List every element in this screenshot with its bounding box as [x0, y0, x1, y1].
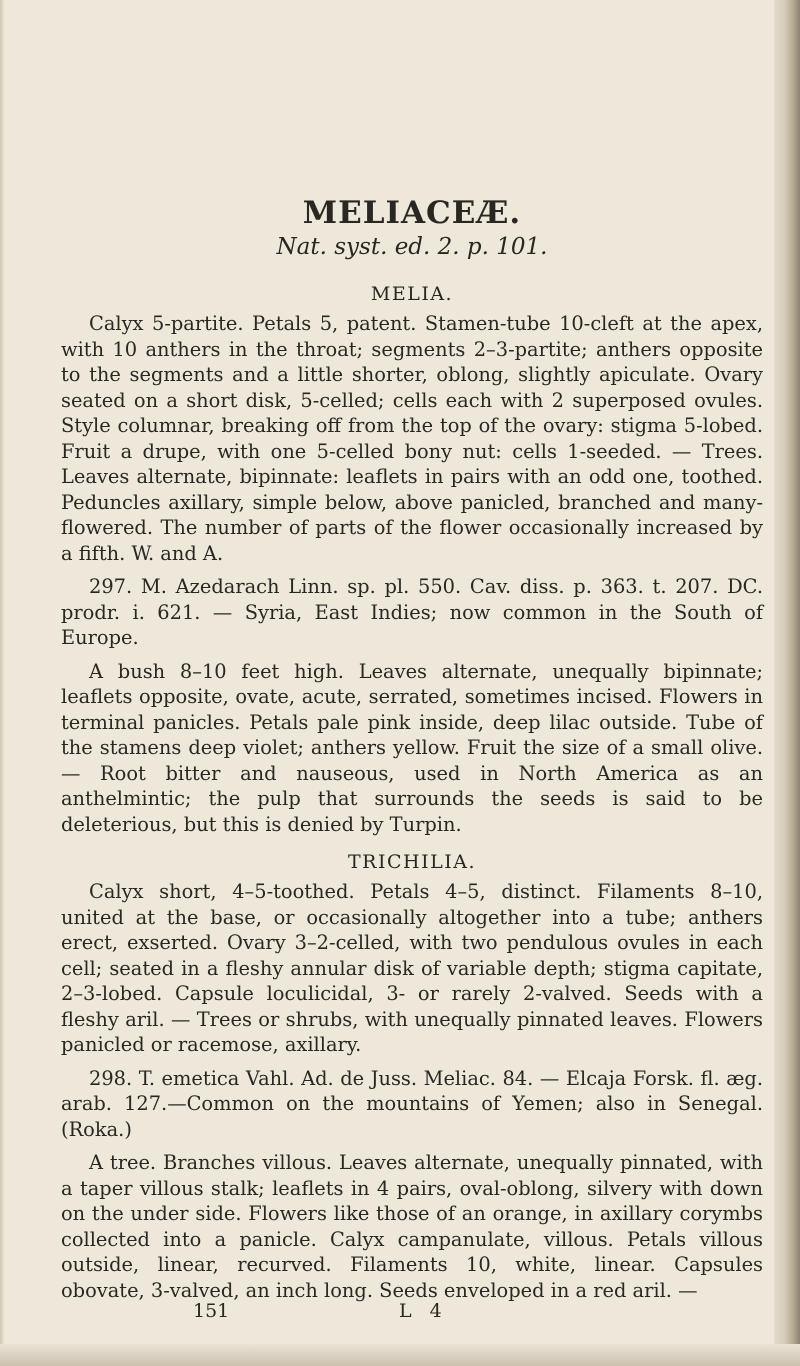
species-entry: 298. T. emetica Vahl. Ad. de Juss. Meliac. 84. — Elcaja Forsk. fl. æg. arab. 127.—Common on the mountains of Yemen; also in Senegal. (Roka.): [61, 1066, 763, 1141]
page-footer: [61, 1300, 763, 1329]
genus-section-melia: [61, 281, 763, 837]
species-description: A tree. Branches villous. Leaves alternate, unequally pinnated, with a taper villous stalk; leaflets in 4 pairs, oval-oblong, silvery with down on the under side. Flowers like those of an orange, in axillary corymbs collected into a panicle. Calyx campanulate, villous. Petals villous outside, linear, recurved. Filaments 10, white, linear. Capsules obovate, 3-valved, an inch long. Seeds enveloped in a red aril. —: [61, 1151, 763, 1302]
genus-description: Calyx short, 4–5-toothed. Petals 4–5, distinct. Filaments 8–10, united at the base, or occasionally altogether into a tube; anthers erect, exserted. Ovary 3–2-celled, with two pendulous ovules in each cell; seated in a fleshy annular disk of variable depth; stigma capitate, 2–3-lobed. Capsule loculicidal, 3- or rarely 2-valved. Seeds with a fleshy aril. — Trees or shrubs, with unequally pinnated leaves. Flowers panicled or racemose, axillary.: [61, 880, 763, 1056]
genus-description: Calyx 5-partite. Petals 5, patent. Stamen-tube 10-cleft at the apex, with 10 anthers in the throat; segments 2–3-partite; anthers opposite to the segments and a little shorter, oblong, slightly apiculate. Ovary seated on a short disk, 5-celled; cells each with 2 superposed ovules. Style columnar, breaking off from the top of the ovary: stigma 5-lobed. Fruit a drupe, with one 5-celled bony nut: cells 1-seeded. — Trees. Leaves alternate, bipinnate: leaflets in pairs with an odd one, toothed. Peduncles axillary, simple below, above panicled, branched and many-flowered. The number of parts of the flower occasionally increased by a fifth. W. and A.: [61, 312, 763, 565]
genus-heading: TRICHILIA.: [348, 851, 476, 873]
family-reference: Nat. syst. ed. 2. p. 101.: [276, 234, 548, 260]
family-title: MELIACEÆ.: [302, 195, 522, 231]
page-binding-edge: [0, 0, 4, 1366]
signature-mark: L 4: [399, 1300, 448, 1322]
page-number: 151: [193, 1300, 230, 1322]
page-bottom-edge: [0, 1344, 800, 1366]
species-entry: 297. M. Azedarach Linn. sp. pl. 550. Cav. diss. p. 363. t. 207. DC. prodr. i. 621. — Syria, East Indies; now common in the South of Europe.: [61, 575, 763, 649]
species-description: A bush 8–10 feet high. Leaves alternate, unequally bipinnate; leaflets opposite, ovate, acute, serrated, sometimes incised. Flowers in terminal panicles. Petals pale pink inside, deep lilac outside. Tube of the stamens deep violet; anthers yellow. Fruit the size of a small olive. — Root bitter and nauseous, used in North America as an anthelmintic; the pulp that surrounds the seeds is said to be deleterious, but this is denied by Turpin.: [61, 659, 763, 836]
genus-section-trichilia: [61, 849, 763, 1303]
book-page: [61, 195, 763, 1329]
genus-heading: MELIA.: [370, 283, 454, 305]
page-fore-edge-shadow: [774, 0, 800, 1366]
